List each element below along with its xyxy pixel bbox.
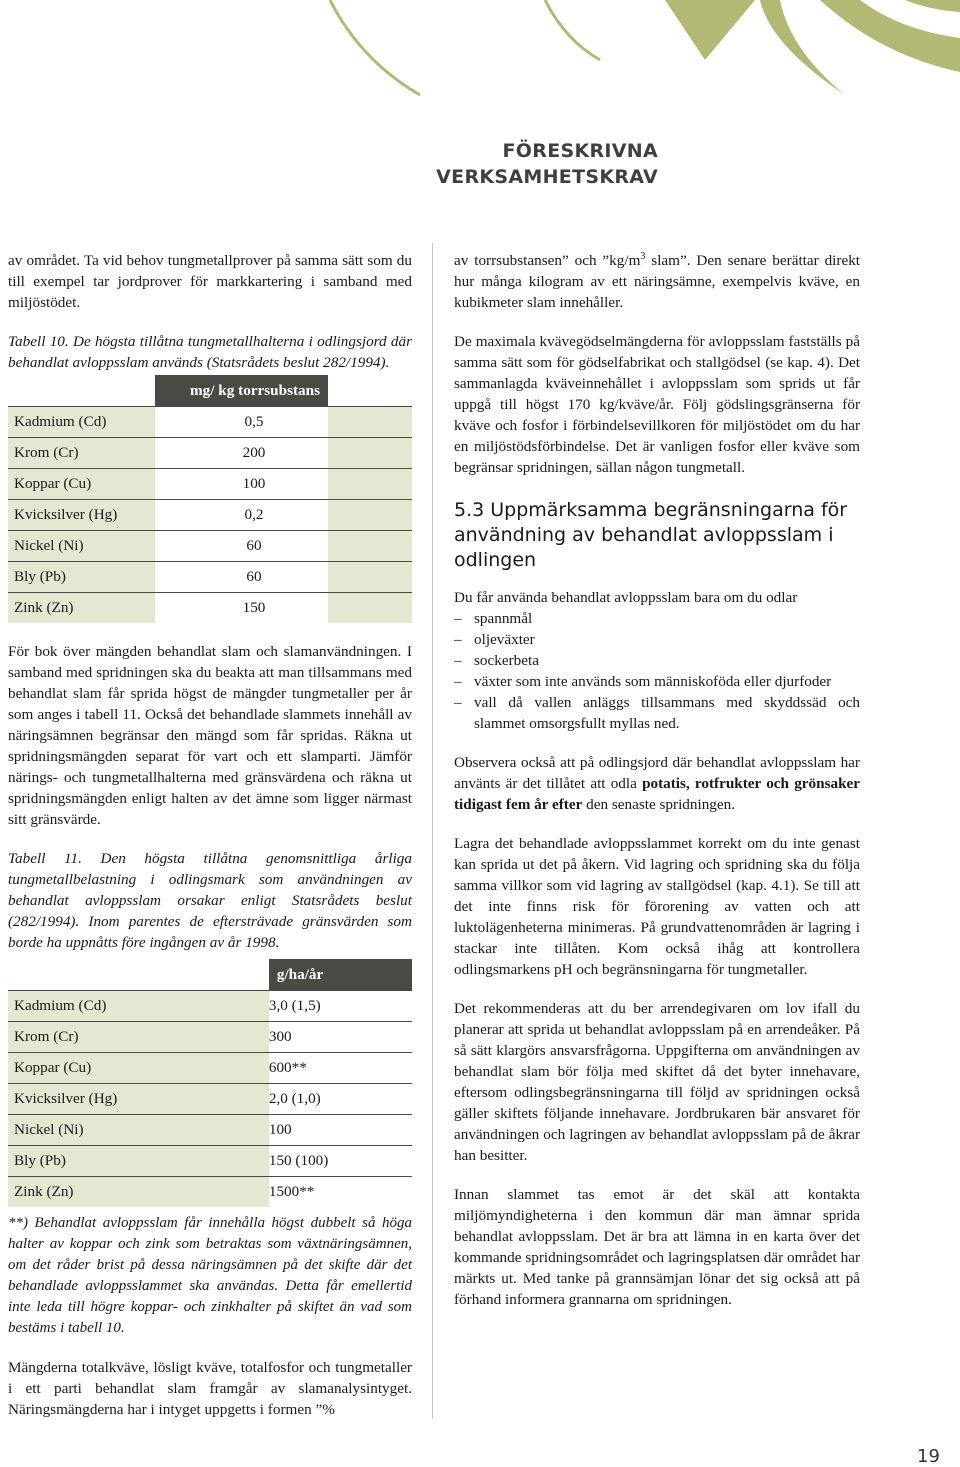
- right-paragraph-1-end: slam”. Den senare berättar direkt hur många kilogram av ett näringsämne, exempelvis kväve, en kubikmeter slam innehåller.: [454, 252, 861, 311]
- table11: [8, 959, 412, 1207]
- section-heading: 5.3 Uppmärksamma begränsningarna för användning av behandlat avloppsslam i odlingen: [454, 499, 848, 571]
- left-column: [8, 250, 412, 1420]
- metal-name: Nickel (Ni): [8, 531, 155, 562]
- right-paragraph-3-bold: potatis, rotfrukter och grönsaker tidigast fem år efter: [454, 775, 860, 813]
- list-item: – växter som inte används som människoföda eller djurfoder: [454, 671, 860, 692]
- metal-name: Krom (Cr): [8, 1022, 269, 1053]
- section-header-line2: VERKSAMHETSKRAV: [436, 166, 658, 188]
- table-row: [8, 407, 412, 438]
- table-row: [8, 562, 412, 593]
- left-paragraph-3: Mängderna totalkväve, lösligt kväve, totalfosfor och tungmetaller i ett parti behandlat slam framgår av slamanalysintyget. Näringsmängderna har i intyget uppgetts i formen ”%: [8, 1359, 412, 1418]
- cubic-superscript: 3: [640, 250, 646, 262]
- metal-limit: 60: [246, 568, 262, 585]
- crop-list: [454, 608, 860, 734]
- metal-load: 600**: [268, 1059, 307, 1076]
- right-paragraph-1: [454, 250, 860, 313]
- metal-name: Kvicksilver (Hg): [8, 1084, 269, 1115]
- right-paragraph-2: De maximala kvävegödselmängderna för avloppsslam fastställs på samma sätt som för gödselfabrikat och stallgödsel (se kap. 4). Det sammanlagda kväveinnehållet i avloppsslam som sprids ut får uppgå till högst 170 kg/kväve/år. Följ gödslingsgränserna för kväve och fosfor i förbindelsevillkoren för miljöstödet om du har en miljöstödsförbindelse. Det är vanligen fosfor eller kväve som begränsar spridningen, sällan någon tungmetall.: [454, 333, 860, 476]
- table-row: [8, 593, 412, 624]
- list-item: – spannmål: [454, 608, 860, 629]
- metal-name: Zink (Zn): [8, 593, 155, 624]
- right-paragraph-4: Lagra det behandlade avloppsslammet korrekt om du inte genast kan sprida ut det på åkern. Vid lagring och spridning ska du följa samma villkor som vid lagring av stallgödsel (kap. 4.1). Se till att det inte finns risk för förorening av vatten och att luktolägenheterna minimeras. På grundvattenområden är lagring i stackar inte tillåten. Kom också ihåg att kontrollera odlingsmarkens pH och begränsningarna för tungmetaller.: [454, 835, 860, 978]
- table-row: [8, 1022, 412, 1053]
- table10-header: mg/ kg torrsubstans: [155, 375, 328, 407]
- section-header-line1: FÖRESKRIVNA: [502, 140, 658, 162]
- metal-limit: 60: [246, 537, 262, 554]
- metal-name: Nickel (Ni): [8, 1115, 269, 1146]
- table10-caption: Tabell 10. De högsta tillåtna tungmetallhalterna i odlingsjord där behandlat avloppsslam används (Statsrådets beslut 282/1994).: [8, 333, 412, 371]
- list-item: – oljeväxter: [454, 629, 860, 650]
- right-column: [454, 250, 860, 1310]
- table-row: [8, 1115, 412, 1146]
- table-row: [8, 1084, 412, 1115]
- table-row: [8, 438, 412, 469]
- list-item: – sockerbeta: [454, 650, 860, 671]
- metal-limit: 150: [242, 599, 266, 616]
- metal-limit: 200: [242, 444, 266, 461]
- metal-name: Bly (Pb): [8, 562, 155, 593]
- right-paragraph-3-end: den senaste spridningen.: [582, 796, 736, 813]
- metal-name: Koppar (Cu): [8, 469, 155, 500]
- table-row: [8, 469, 412, 500]
- metal-load: 150 (100): [268, 1152, 329, 1169]
- metal-name: Kadmium (Cd): [8, 991, 269, 1022]
- decorative-header-arcs: [0, 0, 960, 140]
- metal-name: Krom (Cr): [8, 438, 155, 469]
- metal-load: 100: [268, 1121, 292, 1138]
- metal-load: 1500**: [268, 1183, 315, 1200]
- column-divider: [432, 243, 433, 1419]
- metal-load: 2,0 (1,0): [268, 1090, 321, 1107]
- table-row: [8, 991, 412, 1022]
- metal-load: 300: [268, 1028, 292, 1045]
- right-paragraph-3-start: Observera också att på odlingsjord där behandlat avloppsslam har använts är det tillåtet att odla: [454, 754, 860, 792]
- right-paragraph-1-start: av torrsubstansen” och ”kg/m: [454, 252, 641, 269]
- section-header: [436, 138, 658, 190]
- table10: [8, 375, 412, 623]
- metal-load: 3,0 (1,5): [268, 997, 321, 1014]
- list-item: – vall då vallen anläggs tillsammans med skyddssäd och slammet omsorgsfullt myllas ned.: [454, 692, 860, 734]
- page-number: 19: [917, 1446, 940, 1467]
- metal-limit: 0,5: [244, 413, 264, 430]
- table11-footnote: **) Behandlat avloppsslam får innehålla högst dubbelt så höga halter av koppar och zink som betraktas som växtnäringsämnen, om det råder brist på dessa näringsämnen på det skifte där det behandlade avloppsslammet ska användas. Detta får emellertid inte leda till högre koppar- och zinkhalter på skiftet än vad som bestäms i tabell 10.: [8, 1215, 412, 1336]
- metal-limit: 0,2: [244, 506, 264, 523]
- right-paragraph-3: [454, 752, 860, 815]
- metal-name: Bly (Pb): [8, 1146, 269, 1177]
- table-row: [8, 1177, 412, 1208]
- table11-header: g/ha/år: [269, 959, 412, 991]
- table11-caption: Tabell 11. Den högsta tillåtna genomsnittliga årliga tungmetallbelastning i odlingsmark som användningen av behandlat avloppsslam orsakar enligt Statsrådets beslut (282/1994). Inom parentes de eftersträvade gränsvärden som borde ha uppnåtts före ingången av år 1998.: [8, 850, 412, 951]
- table-row: [8, 1053, 412, 1084]
- table-row: [8, 1146, 412, 1177]
- right-paragraph-5: Det rekommenderas att du ber arrendegivaren om lov ifall du planerar att sprida ut behandlat avloppsslam på en arrendeåker. På så sätt klargörs ansvarsfrågorna. Uppgifterna om användningen av behandlat slam bör följa med skiftet då det byter innehavare, eftersom odlingsbegränsningarna till följd av spridningen också gäller skiftets följande innehavare. Jordbrukaren bär ansvaret för användningen och lagringen av behandlat avloppsslam på de åkrar han besitter.: [454, 1000, 860, 1164]
- metal-name: Kvicksilver (Hg): [8, 500, 155, 531]
- metal-limit: 100: [242, 475, 266, 492]
- left-intro-paragraph: av området. Ta vid behov tungmetallprover på samma sätt som du till exempel tar jordprover för markkartering i samband med miljöstödet.: [8, 252, 412, 311]
- metal-name: Koppar (Cu): [8, 1053, 269, 1084]
- left-paragraph-2: För bok över mängden behandlat slam och slamanvändningen. I samband med spridningen ska du beakta att man tillsammans med behandlat slam får sprida högst de mängder tungmetaller per år som anges i tabell 11. Också det behandlade slammets innehåll av näringsämnen begränsar den mängd som får spridas. Räkna ut spridningsmängden separat för vart och ett slamparti. Jämför närings- och tungmetallhalterna med gränsvärdena och räkna ut spridningsmängden enligt halten av det ämne som ligger närmast sitt gränsvärde.: [8, 643, 412, 828]
- list-intro: Du får använda behandlat avloppsslam bara om du odlar: [454, 589, 798, 606]
- metal-name: Kadmium (Cd): [8, 407, 155, 438]
- table-row: [8, 531, 412, 562]
- metal-name: Zink (Zn): [8, 1177, 269, 1208]
- right-paragraph-6: Innan slammet tas emot är det skäl att kontakta miljömyndigheterna i den kommun där man ämnar sprida behandlat avloppsslam. Det är bra att lämna in en karta över det kommande spridningsområdet och lagringsplatsen där området har märkts ut. Med tanke på grannsämjan lönar det sig också att på förhand informera grannarna om spridningen.: [454, 1186, 860, 1308]
- table-row: [8, 500, 412, 531]
